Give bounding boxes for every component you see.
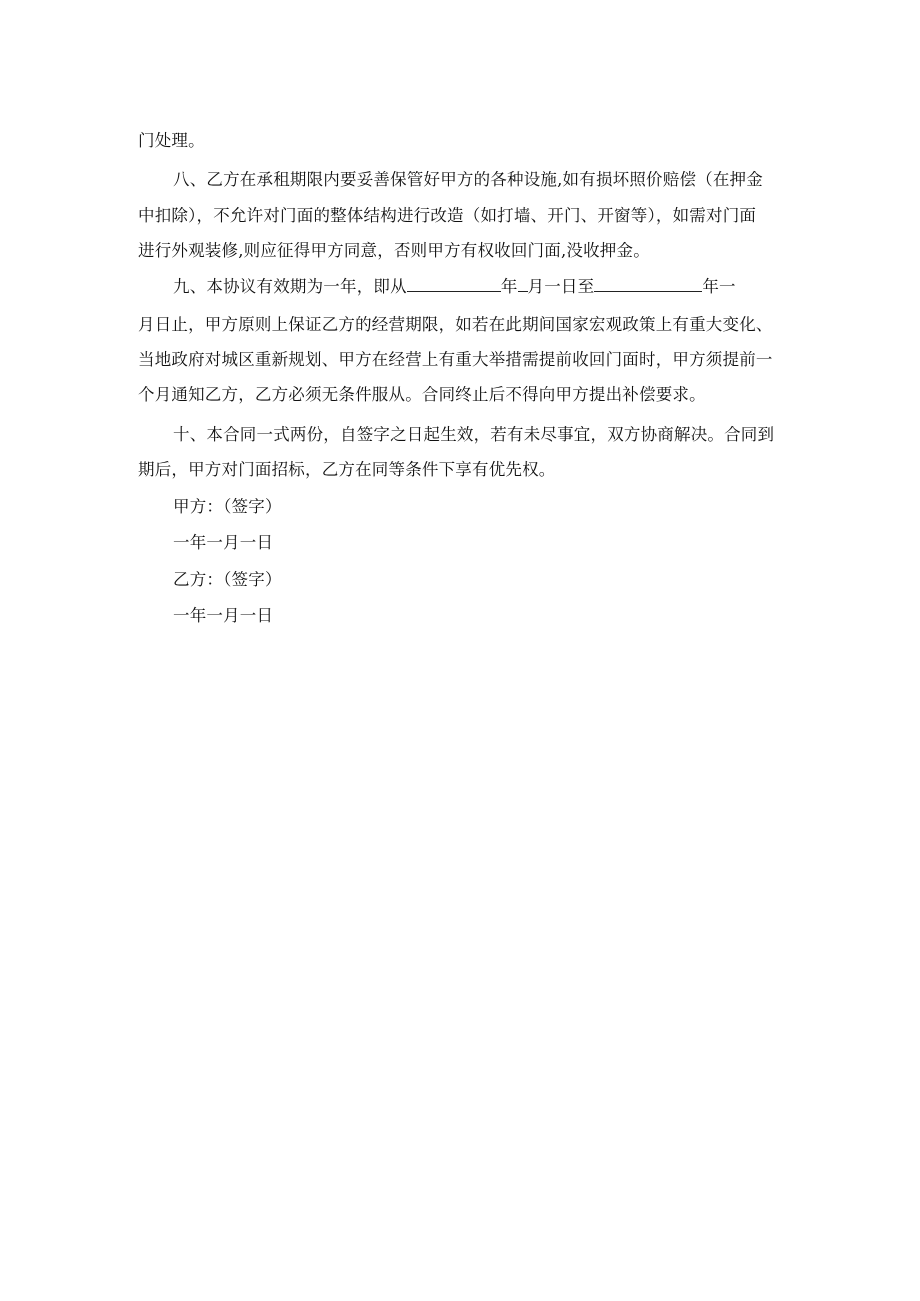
party-a-signature: 甲方：（签字） (173, 497, 282, 516)
blank-field (518, 277, 528, 292)
clause-9-first-line (173, 277, 736, 297)
clause-9-text: 年一 (702, 277, 736, 296)
clause-9-text: 九、本协议有效期为一年，即从 (173, 277, 407, 296)
clause-9-line: 当地政府对城区重新规划、甲方在经营上有重大举措需提前收回门面时，甲方须提前一 (138, 350, 773, 369)
clause-8-line: 八、乙方在承租期限内要妥善保管好甲方的各种设施,如有损坏照价赔偿（在押金 (173, 170, 763, 189)
clause-10-line: 十、本合同一式两份，自签字之日起生效，若有未尽事宜，双方协商解决。合同到 (173, 425, 775, 444)
clause-10-line: 期后，甲方对门面招标，乙方在同等条件下享有优先权。 (138, 460, 556, 479)
clause-9-text: 月一日至 (527, 277, 595, 296)
party-b-date: 一年一月一日 (173, 606, 274, 625)
clause-8-line: 中扣除），不允许对门面的整体结构进行改造（如打墙、开门、开窗等），如需对门面 (138, 206, 757, 225)
clause-9-line: 月日止，甲方原则上保证乙方的经营期限，如若在此期间国家宏观政策上有重大变化、 (138, 315, 773, 334)
party-a-date: 一年一月一日 (173, 533, 274, 552)
party-b-signature: 乙方：（签字） (173, 570, 282, 589)
blank-field (407, 277, 501, 292)
clause-9-line: 个月通知乙方，乙方必须无条件服从。合同终止后不得向甲方提出补偿要求。 (138, 385, 706, 404)
clause-9-text: 年 (500, 277, 518, 296)
blank-field (594, 277, 702, 292)
clause-8-line: 进行外观装修,则应征得甲方同意，否则甲方有权收回门面,没收押金。 (138, 241, 650, 260)
paragraph-line: 门处理。 (138, 131, 205, 150)
